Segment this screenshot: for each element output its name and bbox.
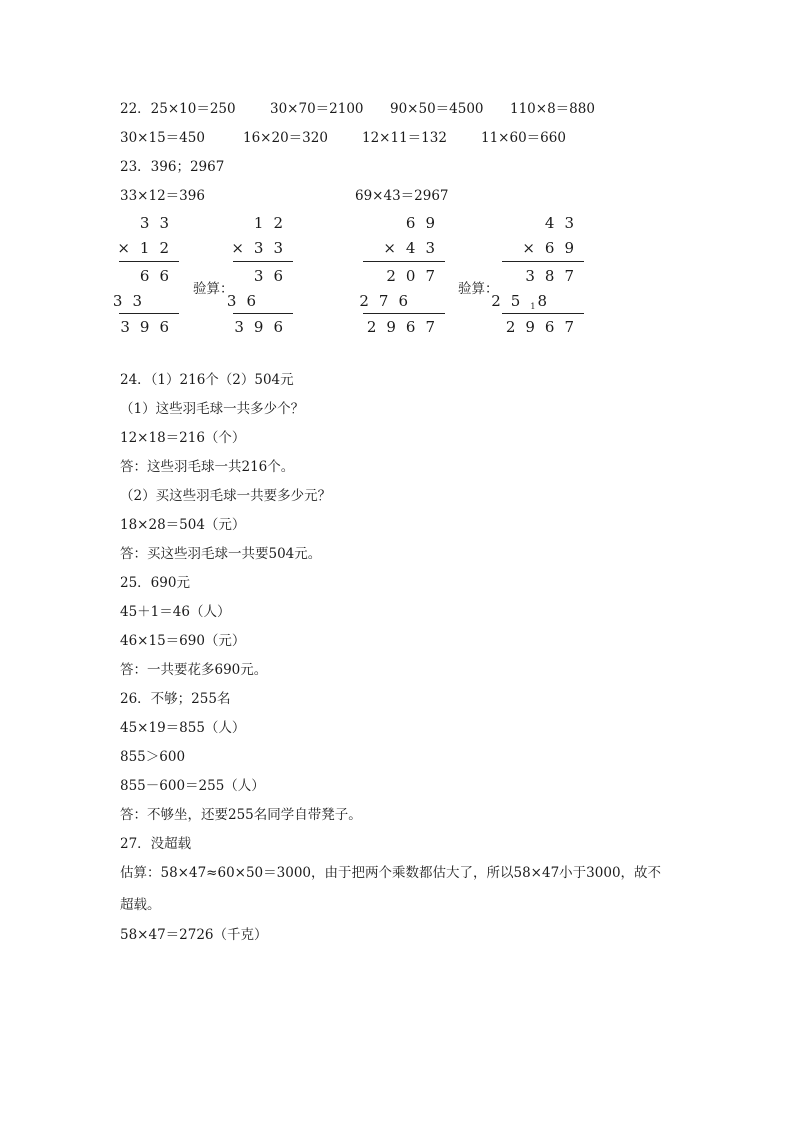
vertical-calc-12x33	[226, 212, 293, 337]
calc-rule	[502, 261, 584, 262]
calc-rule	[363, 261, 445, 262]
calc-partial-2-digits: 25	[491, 292, 531, 310]
calc-rule	[233, 313, 293, 314]
q24-answer: 24．（1）216个（2）504元	[120, 372, 294, 388]
calc-rule	[119, 313, 179, 314]
calc-multiplier: ×33	[231, 239, 293, 257]
q25-equation-2: 46×15＝690（元）	[120, 633, 246, 649]
q27-estimate-cont: 超载。	[120, 897, 161, 913]
verify-label-2: 验算：	[458, 281, 499, 297]
q24-equation-2: 18×28＝504（元）	[120, 517, 246, 533]
calc-multiplicand: 12	[253, 214, 293, 232]
q22-eq-3: 90×50＝4500	[390, 101, 484, 117]
q25-answer: 25．690元	[120, 575, 190, 591]
calc-partial-2: 33	[112, 292, 152, 310]
q24-reply-1: 答：这些羽毛球一共216个。	[120, 459, 295, 475]
calc-multiplicand: 43	[544, 214, 584, 232]
carry-digit: 1	[530, 302, 538, 311]
calc-rule	[502, 313, 584, 314]
calc-partial-2: 36	[226, 292, 266, 310]
calc-partial-1: 66	[139, 267, 179, 285]
q27-equation: 58×47＝2726（千克）	[120, 927, 268, 943]
q23-equation-1: 33×12＝396	[120, 188, 205, 204]
calc-product: 396	[120, 318, 179, 336]
q27-answer: 27．没超载	[120, 836, 192, 852]
q22-eq-5: 30×15＝450	[120, 130, 205, 146]
q22-eq-1: 22．25×10＝250	[120, 101, 236, 117]
q22-eq-2: 30×70＝2100	[270, 101, 364, 117]
calc-rule	[233, 261, 293, 262]
q23-answer: 23．396；2967	[120, 159, 225, 175]
calc-multiplier: ×69	[522, 239, 584, 257]
q24-reply-2: 答：买这些羽毛球一共要504元。	[120, 546, 322, 562]
q22-eq-6: 16×20＝320	[243, 130, 328, 146]
q23-equation-2: 69×43＝2967	[355, 188, 449, 204]
q26-answer: 26．不够；255名	[120, 691, 231, 707]
q22-eq-7: 12×11＝132	[362, 130, 447, 146]
calc-partial-1: 36	[253, 267, 293, 285]
calc-partial-1: 387	[525, 267, 584, 285]
calc-multiplier: ×43	[383, 239, 445, 257]
q22-eq-8: 11×60＝660	[481, 130, 566, 146]
calc-product: 2967	[366, 318, 445, 336]
q24-sub-question-1: （1）这些羽毛球一共多少个？	[120, 401, 305, 417]
calc-product: 2967	[505, 318, 584, 336]
vertical-calc-33x12	[112, 212, 179, 337]
calc-rule	[119, 261, 179, 262]
q27-estimate: 估算：58×47≈60×50＝3000，由于把两个乘数都估大了，所以58×47小于3000，故不	[120, 865, 662, 881]
q25-reply: 答：一共要花多690元。	[120, 662, 268, 678]
calc-partial-2	[491, 292, 557, 313]
calc-partial-2-last-digit: 8	[537, 292, 557, 310]
calc-partial-2: 276	[359, 292, 418, 310]
q24-equation-1: 12×18＝216（个）	[120, 430, 246, 446]
q25-equation-1: 45＋1＝46（人）	[120, 604, 231, 620]
calc-multiplicand: 69	[405, 214, 445, 232]
verify-label-1: 验算：	[193, 281, 234, 297]
calc-multiplicand: 33	[139, 214, 179, 232]
q26-comparison: 855＞600	[120, 749, 186, 765]
q26-equation-2: 855－600＝255（人）	[120, 778, 265, 794]
q24-sub-question-2: （2）买这些羽毛球一共要多少元？	[120, 488, 332, 504]
q22-eq-4: 110×8＝880	[510, 101, 595, 117]
calc-multiplier: ×12	[117, 239, 179, 257]
q26-reply: 答：不够坐，还要255名同学自带凳子。	[120, 807, 362, 823]
calc-product: 396	[234, 318, 293, 336]
calc-partial-1: 207	[386, 267, 445, 285]
q26-equation-1: 45×19＝855（人）	[120, 720, 246, 736]
calc-rule	[363, 313, 445, 314]
vertical-calc-43x69	[491, 212, 584, 337]
vertical-calc-69x43	[359, 212, 445, 337]
